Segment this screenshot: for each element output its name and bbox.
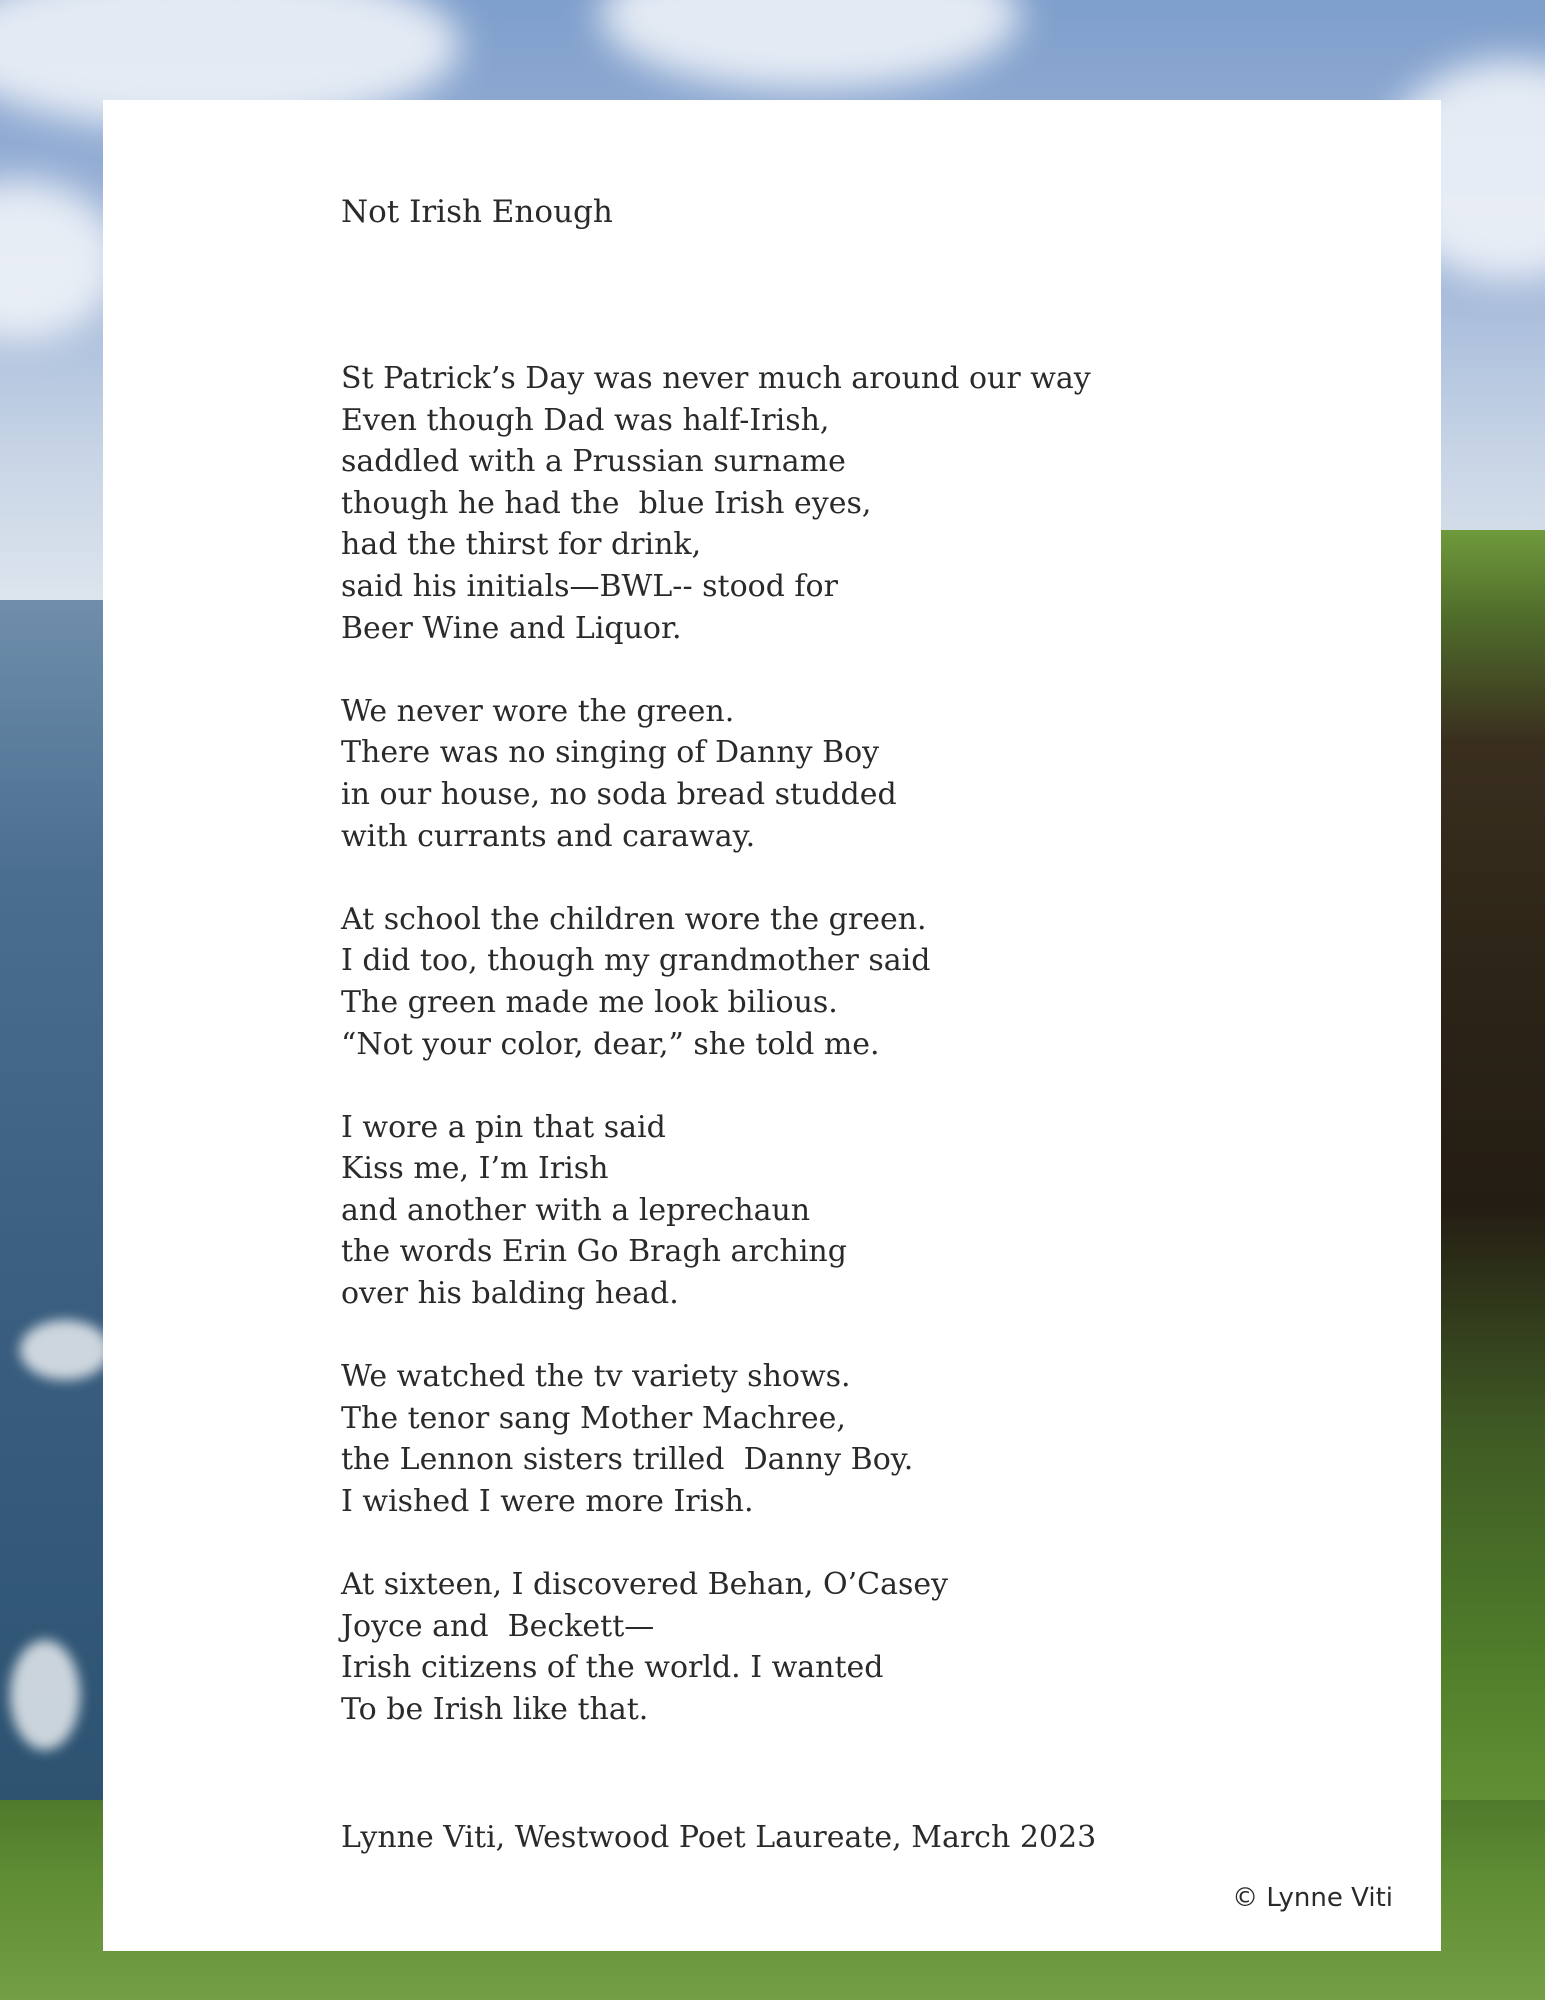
poem-title: Not Irish Enough — [341, 194, 613, 230]
poem-line: There was no singing of Danny Boy — [341, 735, 880, 771]
poem-line: I wished I were more Irish. — [341, 1484, 754, 1520]
background-foam — [20, 1320, 110, 1380]
poem-line: Irish citizens of the world. I wanted — [341, 1650, 884, 1686]
poem-line: though he had the blue Irish eyes, — [341, 485, 872, 521]
poem-stanza — [341, 1356, 1241, 1522]
poem-attribution: Lynne Viti, Westwood Poet Laureate, March 2023 — [341, 1820, 1097, 1855]
poem-line: The green made me look bilious. — [341, 984, 838, 1020]
poem-line: saddled with a Prussian surname — [341, 444, 846, 480]
poem-line: To be Irish like that. — [341, 1692, 649, 1727]
poem-line: said his initials—BWL-- stood for — [341, 568, 838, 604]
poem-stanza — [341, 1107, 1241, 1315]
poem-stanza — [341, 899, 1241, 1065]
poem-line: Joyce and Beckett— — [341, 1608, 655, 1644]
poem-body — [341, 358, 1241, 1772]
poem-card — [103, 100, 1441, 1951]
poem-line: The tenor sang Mother Machree, — [341, 1400, 846, 1436]
poem-line: in our house, no soda bread studded — [341, 776, 897, 812]
copyright-notice: © Lynne Viti — [1232, 1883, 1393, 1913]
poem-line: I wore a pin that said — [341, 1109, 666, 1145]
poem-line: Kiss me, I’m Irish — [341, 1151, 609, 1187]
poem-stanza — [341, 358, 1241, 649]
poem-line: St Patrick’s Day was never much around our way — [341, 361, 1091, 396]
background-foam — [10, 1640, 80, 1750]
poem-line: Beer Wine and Liquor. — [341, 610, 682, 646]
poem-line: At school the children wore the green. — [341, 901, 927, 937]
poem-line: “Not your color, dear,” she told me. — [341, 1026, 880, 1062]
poem-line: over his balding head. — [341, 1276, 679, 1312]
poem-line: We watched the tv variety shows. — [341, 1359, 851, 1395]
poem-line: the words Erin Go Bragh arching — [341, 1234, 847, 1270]
poem-line: We never wore the green. — [341, 693, 735, 729]
poem-line: At sixteen, I discovered Behan, O’Casey — [341, 1567, 949, 1603]
poem-line: had the thirst for drink, — [341, 527, 702, 563]
poem-line: with currants and caraway. — [341, 818, 756, 854]
poem-stanza — [341, 1564, 1241, 1730]
poem-line: the Lennon sisters trilled Danny Boy. — [341, 1442, 914, 1478]
poem-line: Even though Dad was half-Irish, — [341, 402, 830, 438]
poem-line: and another with a leprechaun — [341, 1192, 811, 1228]
poem-stanza — [341, 691, 1241, 857]
poem-line: I did too, though my grandmother said — [341, 943, 931, 979]
